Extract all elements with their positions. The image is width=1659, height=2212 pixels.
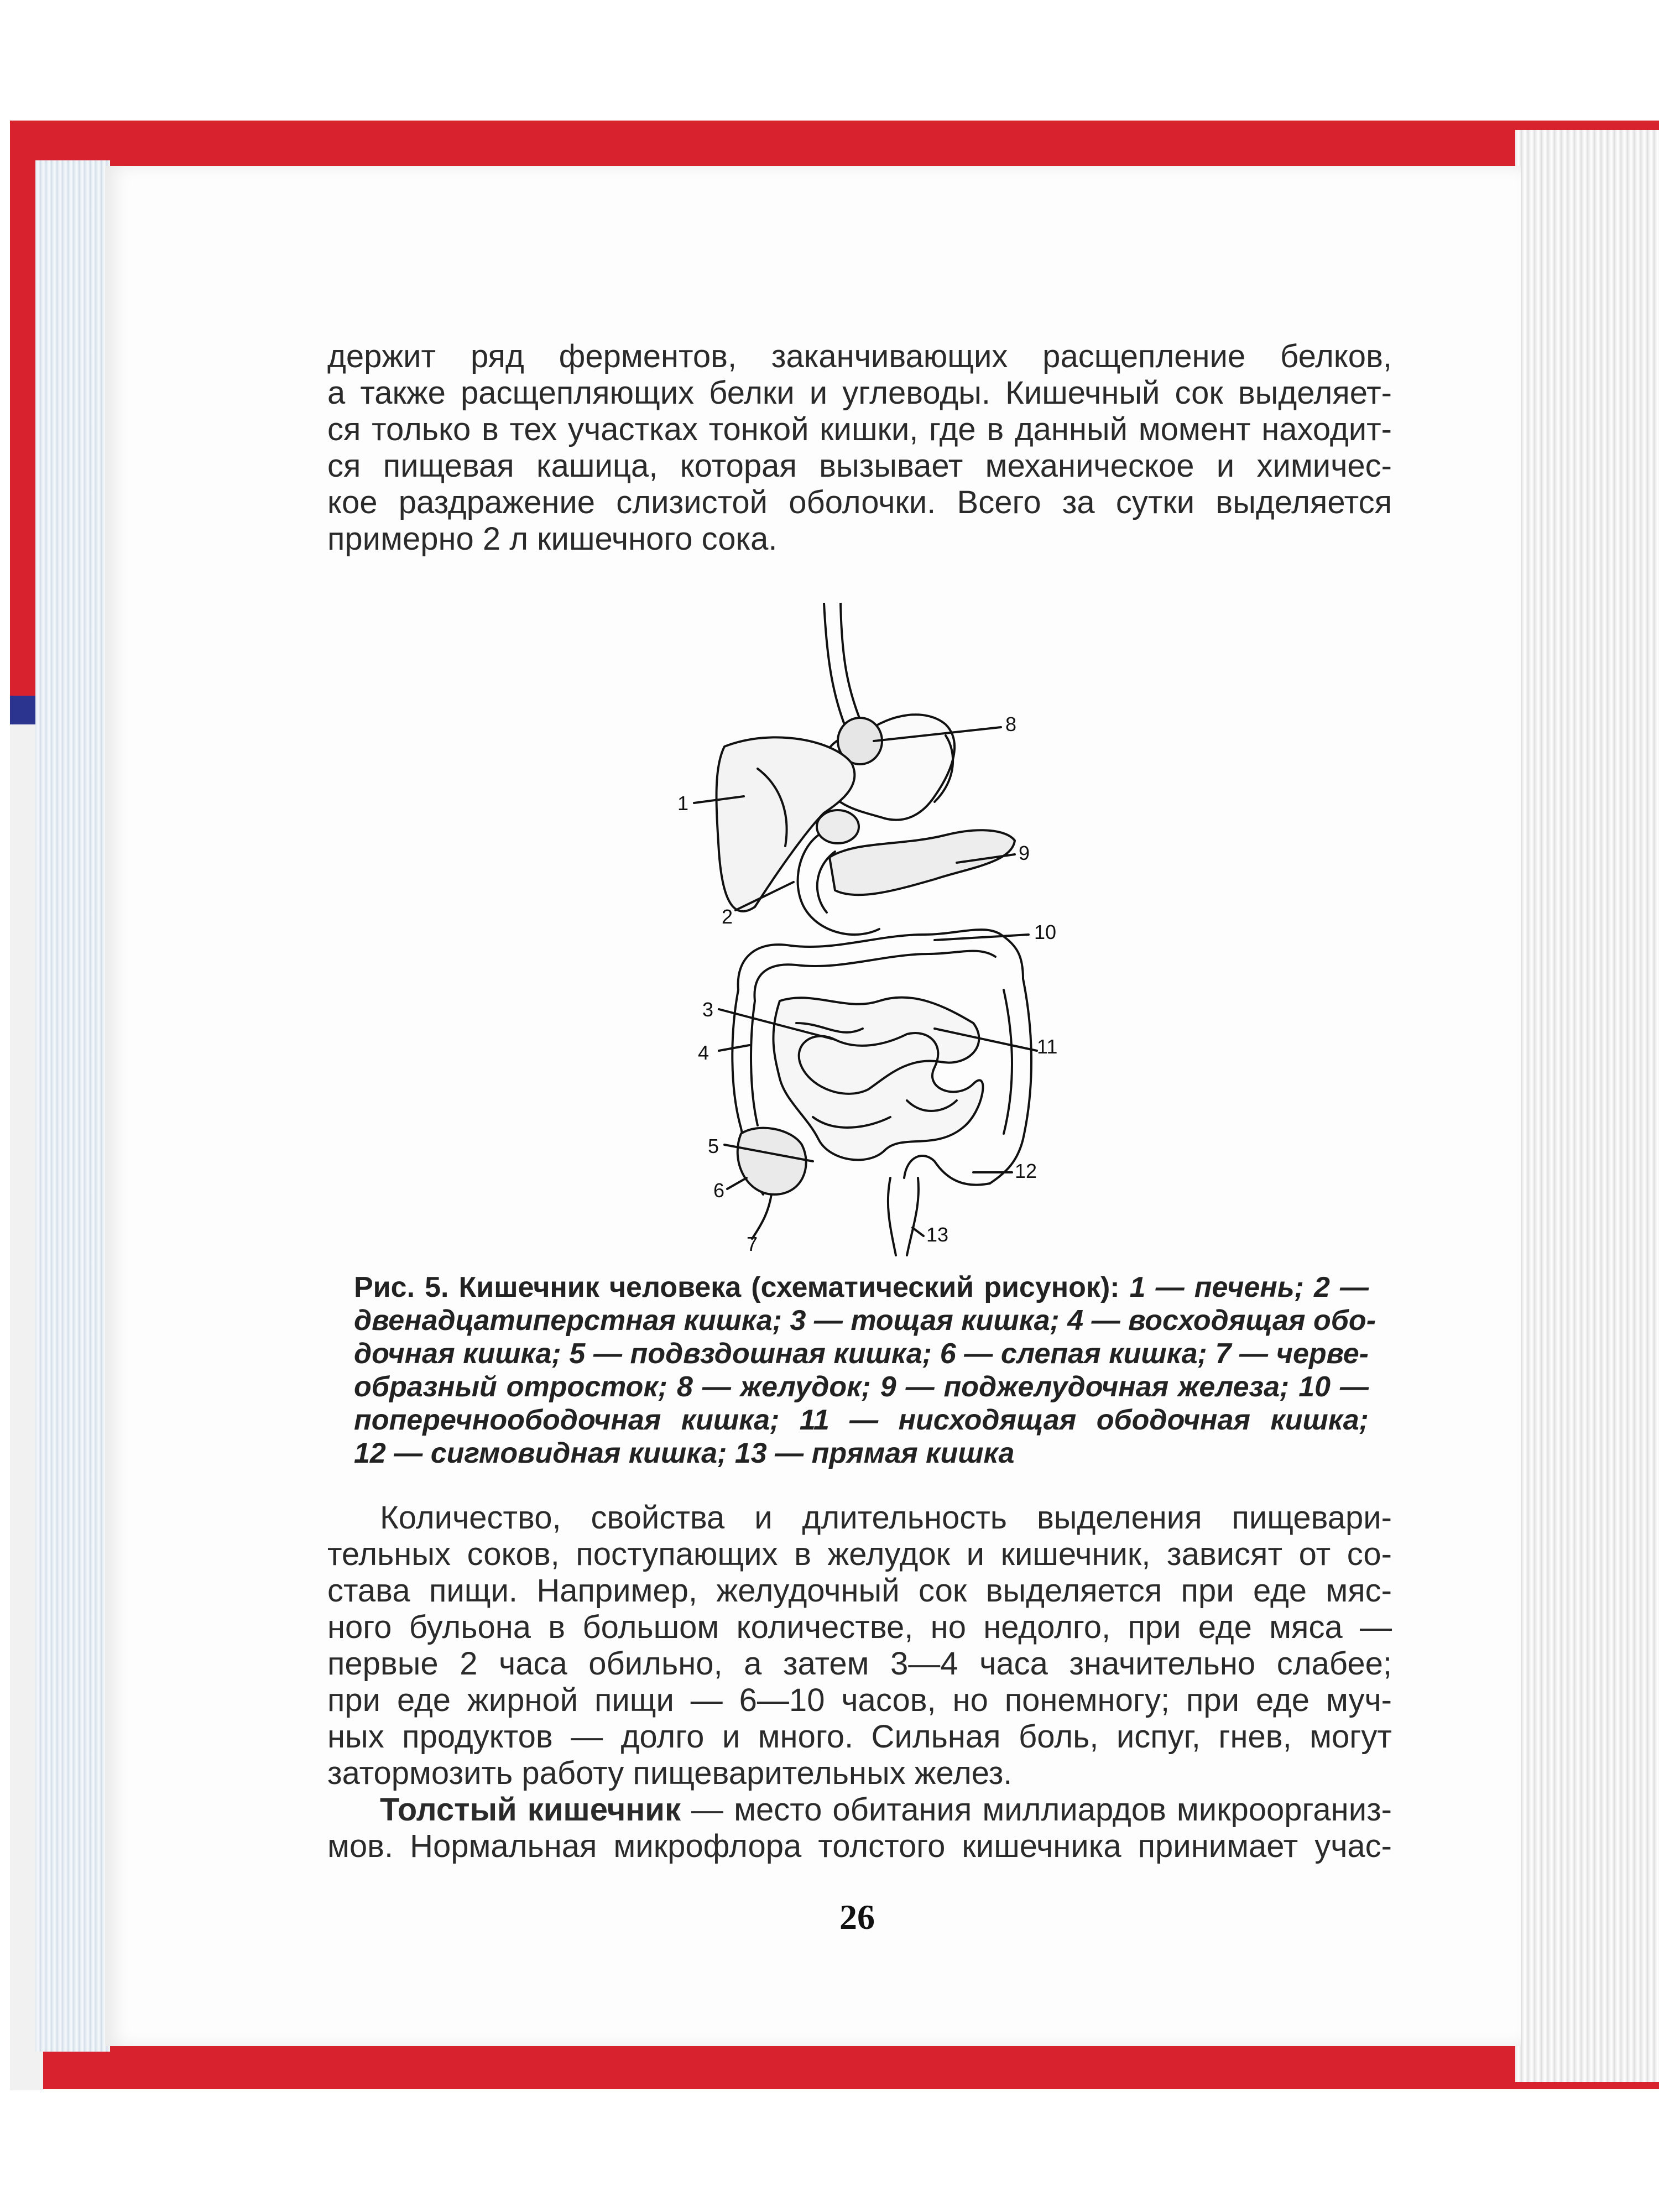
text-line: первые 2 часа обильно, а затем 3—4 часа значительно слабее; [327,1646,1392,1682]
figure-label-11: 11 [1037,1035,1058,1058]
pancreas-shape [830,830,1015,895]
gallbladder-shape [817,810,859,843]
text-line: Толстый кишечник — место обитания миллиардов микроорганиз- [380,1792,1392,1828]
text-line: става пищи. Например, желудочный сок выделяется при еде мяс- [327,1573,1392,1609]
figure-label-3: 3 [702,998,714,1021]
paragraph-main [327,1500,1392,1865]
text-line: кое раздражение слизистой оболочки. Всего за сутки выделяется [327,484,1392,520]
page-number: 26 [839,1897,875,1937]
appendix-shape [752,1194,771,1239]
figure-caption [354,1271,1376,1470]
rectum-shape [888,1178,919,1255]
caption-line: дочная кишка; 5 — подвздошная кишка; 6 — слепая кишка; 7 — черве- [354,1338,1369,1370]
text-line: ся пищевая кашица, которая вызывает механическое и химичес- [327,448,1392,484]
text-line: ся только в тех участках тонкой кишки, где в данный момент находит- [327,411,1392,447]
page-edges-right [1515,130,1659,2082]
figure-label-1: 1 [677,792,689,815]
figure-label-9: 9 [1019,842,1030,864]
figure-label-7: 7 [747,1233,758,1255]
text-line: ных продуктов — долго и много. Сильная боль, испуг, гнев, могут [327,1719,1392,1755]
text-line: Количество, свойства и длительность выделения пищевари- [380,1500,1392,1536]
text-line: затормозить работу пищеварительных желез. [327,1755,1013,1791]
text-line: тельных соков, поступающих в желудок и кишечник, зависят от со- [327,1536,1392,1572]
text-line: ного бульона в большом количестве, но недолго, при еде мяса — [327,1609,1392,1645]
text-line: при еде жирной пищи — 6—10 часов, но понемногу; при еде муч- [327,1682,1392,1718]
caption-line: поперечноободочная кишка; 11 — нисходящая ободочная кишка; [354,1404,1369,1436]
figure-label-2: 2 [722,905,733,928]
page-edges-left [35,160,110,2052]
cecum-shape [738,1128,806,1194]
intestine-diagram [647,603,1067,1266]
small-intestine-shape [773,998,983,1160]
esophagus-shape [824,603,865,735]
paragraph-top [327,338,1392,557]
text-line: держит ряд ферментов, заканчивающих расщепление белков, [327,338,1392,374]
figure-label-10: 10 [1034,921,1057,943]
bold-term: Толстый кишечник [380,1792,681,1828]
text-line: примерно 2 л кишечного сока. [327,521,778,557]
figure-label-13: 13 [926,1223,949,1246]
caption-line: Рис. 5. Кишечник человека (схематический рисунок): 1 — печень; 2 — [354,1271,1369,1303]
figure-label-4: 4 [698,1041,709,1064]
caption-line: образный отросток; 8 — желудок; 9 — поджелудочная железа; 10 — [354,1371,1369,1403]
text-line: мов. Нормальная микрофлора толстого кишечника принимает учас- [327,1828,1392,1864]
sigmoid-colon-shape [904,1156,990,1185]
figure-label-12: 12 [1015,1160,1037,1182]
figure-label-6: 6 [713,1179,725,1202]
figure-label-8: 8 [1005,713,1017,735]
caption-line: 12 — сигмовидная кишка; 13 — прямая кишка [354,1437,1015,1469]
text-line: а также расщепляющих белки и углеводы. Кишечный сок выделяет- [327,375,1392,411]
caption-line: двенадцатиперстная кишка; 3 — тощая кишка; 4 — восходящая обо- [354,1305,1376,1337]
figure-label-5: 5 [708,1135,719,1157]
